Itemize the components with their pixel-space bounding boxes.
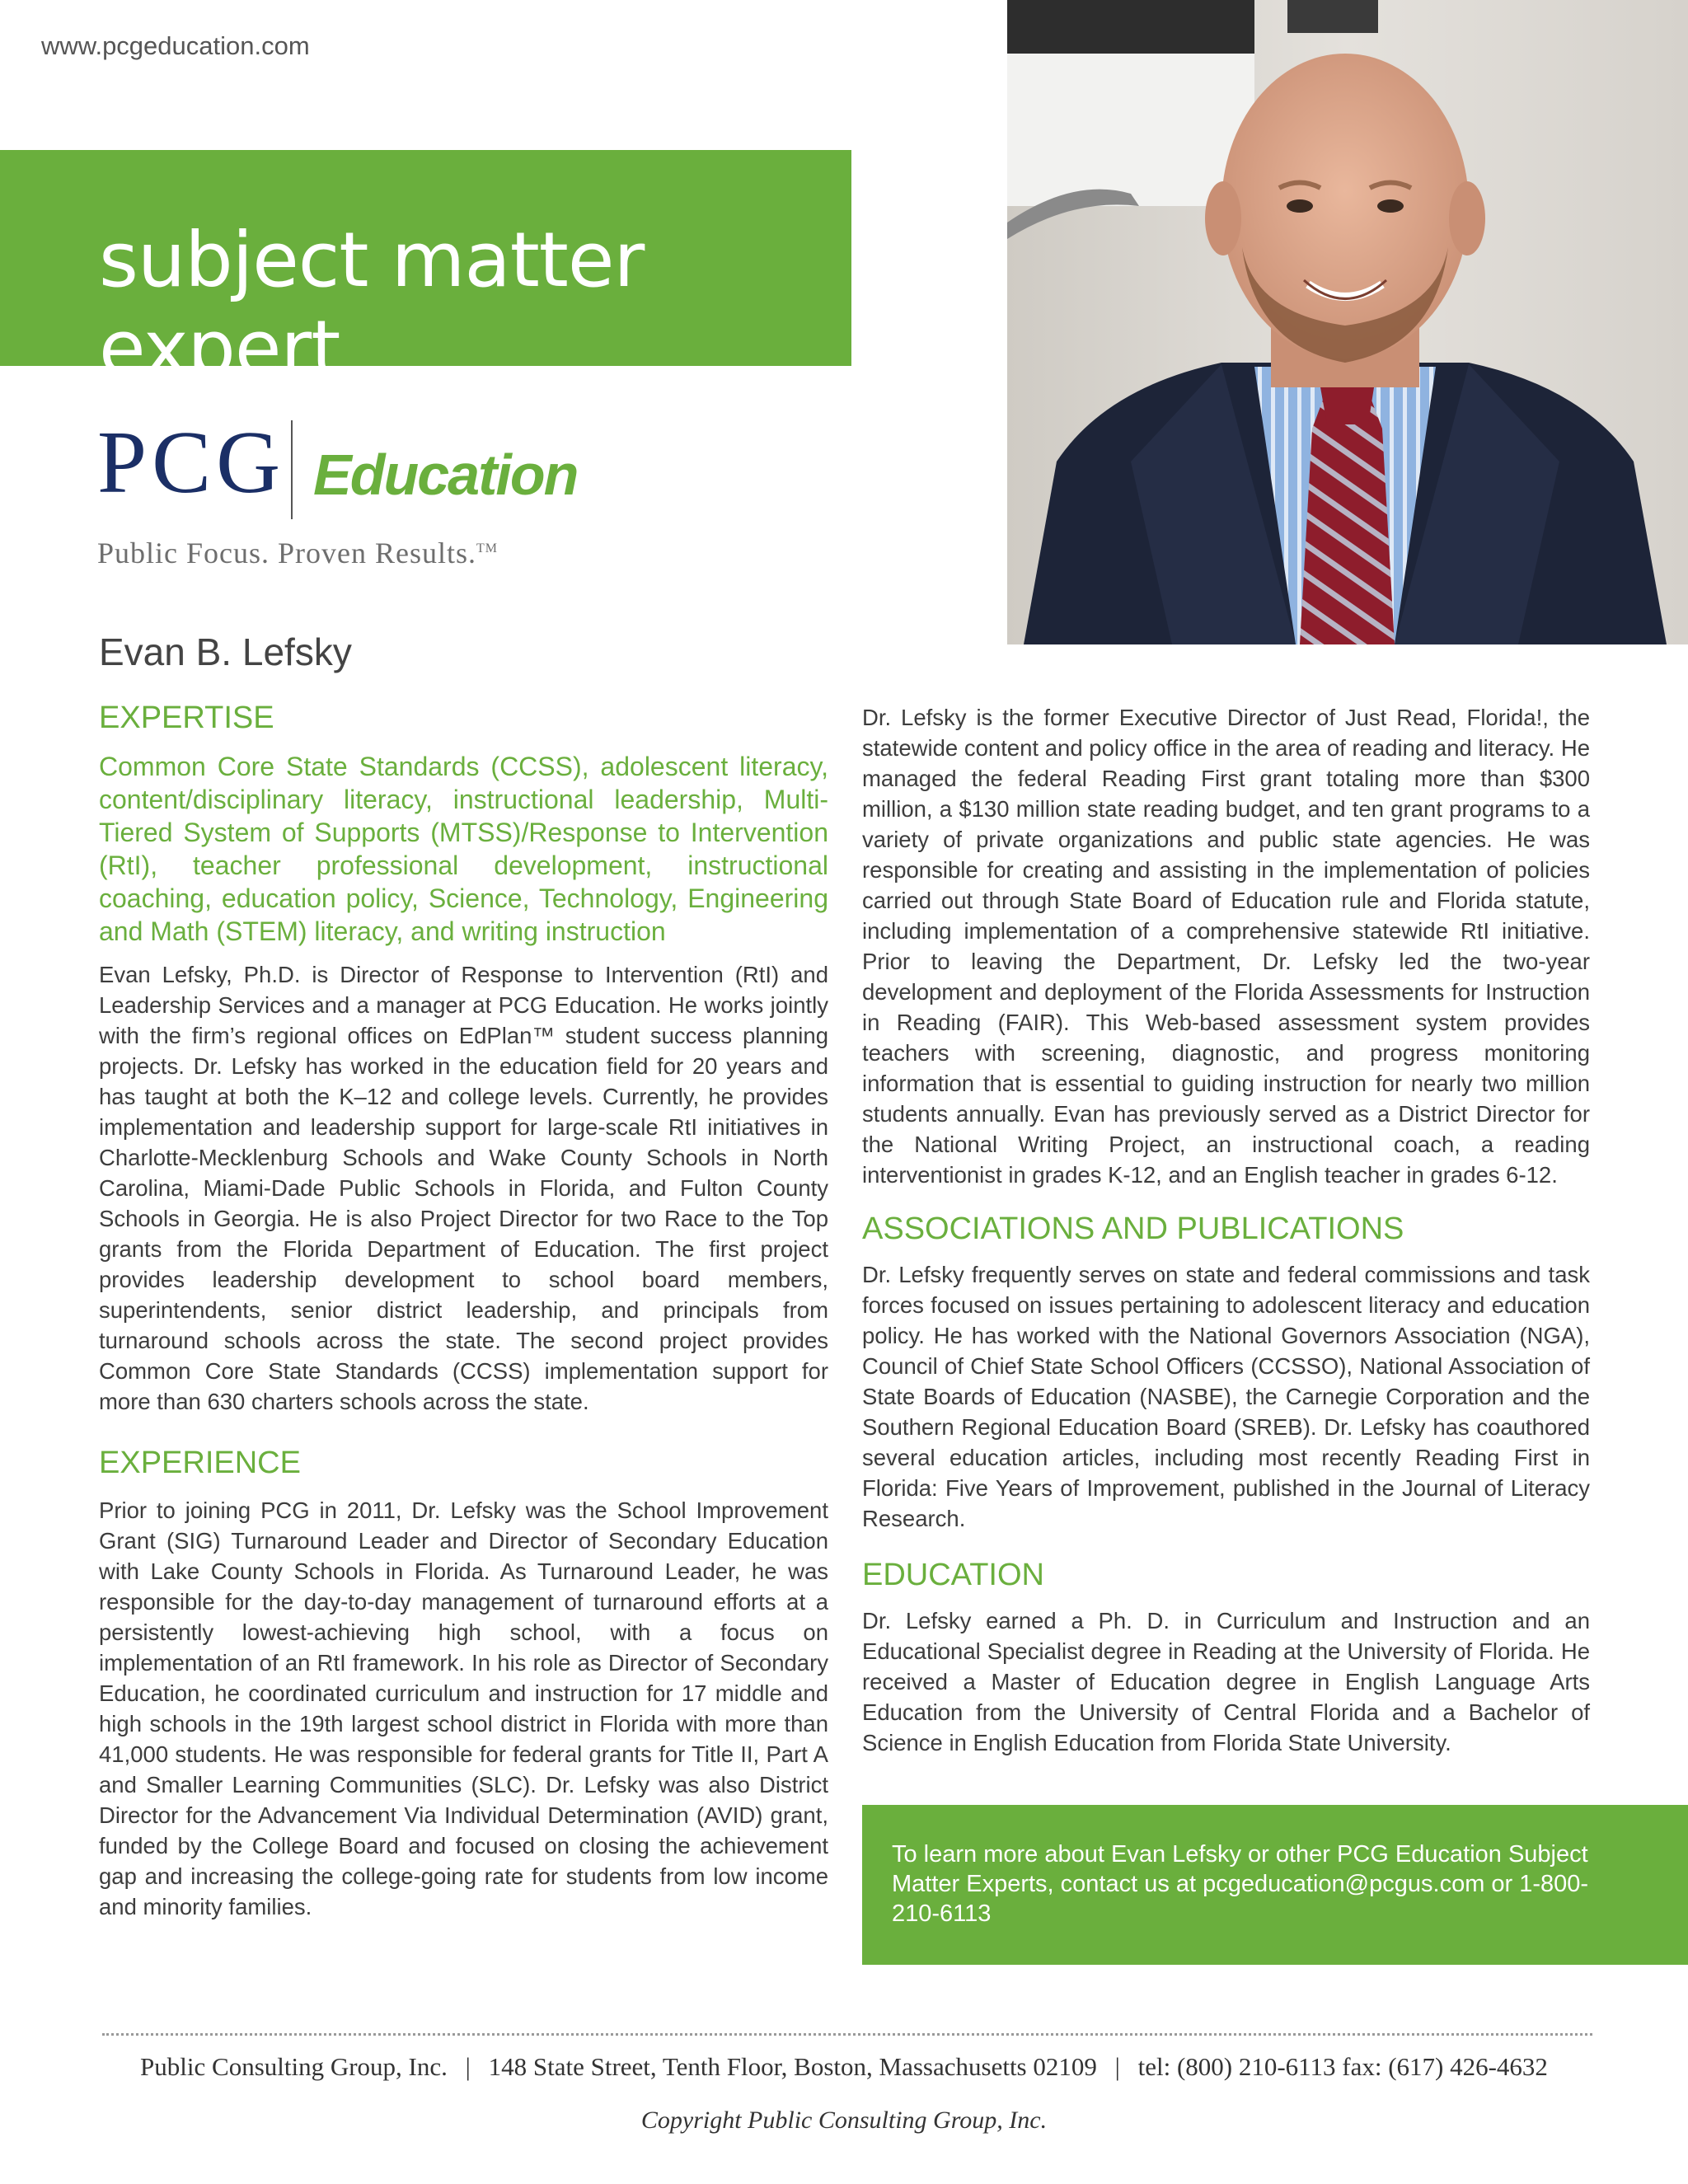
person-name: Evan B. Lefsky [99, 630, 352, 673]
pcg-education-logo [97, 414, 592, 575]
trademark-mark: TM [476, 541, 499, 555]
logo-education-text: Education [313, 443, 578, 507]
associations-text: Dr. Lefsky frequently serves on state and federal commissions and task forces focused on issues pertaining to adolescent literacy and education policy. He has worked with the National Governors Association (NGA), Council of Chief State School Officers (CCSSO), National Association of State Boards of Education (NASBE), the Carnegie Corporation and the Southern Regional Education Board (SREB). Dr. Lefsky has coauthored several education articles, including most recently Reading First in Florida: Five Years of Improvement, published in the Journal of Literacy Research. [862, 1262, 1590, 1531]
education-heading: EDUCATION [862, 1558, 1044, 1592]
footer-company: Public Consulting Group, Inc. [140, 2052, 448, 2081]
intro-text: Dr. Lefsky is the former Executive Director of Just Read, Florida!, the statewide content and policy office in the area of reading and literacy. He managed the federal Reading First grant totaling more than $300 million, a $130 million state reading budget, and ten grant programs to a variety of private organizations and public state agencies. He was responsible for creating and assisting in the implementation of policies carried out through State Board of Education rule and Florida statute, including implementation of a comprehensive statewide RtI initiative. Prior to leaving the Department, Dr. Lefsky led the two-year development and deployment of the Florida Assessments for Instruction in Reading (FAIR). This Web-based assessment system provides teachers with screening, diagnostic, and progress monitoring information that is essential to guiding instruction for nearly two million students annually. Evan has previously served as a District Director for the National Writing Project, an instructional coach, a reading interventionist in grades K-12, and an English teacher in grades 6-12. [862, 705, 1590, 1188]
education-text: Dr. Lefsky earned a Ph. D. in Curriculum and Instruction and an Educational Specialist degree in Reading at the University of Florida. He received a Master of Education degree in English Language Arts Education from the University of Central Florida and a Bachelor of Science in English Education from Florida State University. [862, 1608, 1590, 1755]
footer-separator: | [465, 2052, 471, 2081]
portrait-photo [1007, 0, 1688, 644]
logo-tagline [97, 536, 498, 570]
logo-pcg-text: PCG [97, 414, 286, 512]
contact-box [862, 1805, 1688, 1965]
footer-separator: | [1114, 2052, 1120, 2081]
experience-heading: EXPERIENCE [99, 1446, 301, 1480]
experience-text: Prior to joining PCG in 2011, Dr. Lefsky was the School Improvement Grant (SIG) Turnaround Leader and Director of Secondary Education with Lake County Schools in Florida. As Turnaround Leader, he was responsible for the day-to-day management of turnaround efforts at a persistently lowest-achieving high school, with a focus on implementation of an RtI framework. In his role as Director of Secondary Education, he coordinated curriculum and instruction for 17 middle and high schools in the 19th largest school district in Florida with more than 41,000 students. He was responsible for federal grants for Title II, Part A and Smaller Learning Communities (SLC). Dr. Lefsky was also District Director for the Advancement Via Individual Determination (AVID) grant, funded by the College Board and focused on closing the achievement gap and increasing the college-going rate for students from low income and minority families. [99, 1497, 828, 1919]
associations-heading: ASSOCIATIONS AND PUBLICATIONS [862, 1212, 1404, 1246]
footer-address-line [0, 2052, 1688, 2082]
portrait-illustration [1007, 0, 1688, 644]
expertise-heading: EXPERTISE [99, 701, 274, 735]
copyright: Copyright Public Consulting Group, Inc. [640, 2107, 1048, 2134]
footer-phones: tel: (800) 210-6113 fax: (617) 426-4632 [1137, 2052, 1548, 2081]
website-url: www.pcgeducation.com [41, 31, 310, 60]
logo-tagline-text: Public Focus. Proven Results. [97, 537, 477, 569]
contact-text: To learn more about Evan Lefsky or other PCG Education Subject Matter Experts, contact us at pcgeducation@pcgus.com or 1-800-210-6113 [892, 1841, 1589, 1927]
expertise-summary: Common Core State Standards (CCSS), adolescent literacy, content/disciplinary literacy, instructional leadership, Multi-Tiered System of Supports (MTSS)/Response to Intervention (RtI), teacher professional development, instructional coaching, education policy, Science, Technology, Engineering and Math (STEM) literacy, and writing instruction [99, 752, 828, 946]
expertise-bio: Evan Lefsky, Ph.D. is Director of Response to Intervention (RtI) and Leadership Services and a manager at PCG Education. He works jointly with the firm’s regional offices on EdPlan™ student success planning projects. Dr. Lefsky has worked in the education field for 20 years and has taught at both the K–12 and college levels. Currently, he provides implementation and leadership support for large-scale RtI initiatives in Charlotte-Mecklenburg Schools and Wake County Schools in North Carolina, Miami-Dade Public Schools in Florida, and Fulton County Schools in Georgia. He is also Project Director for two Race to the Top grants from the Florida Department of Education. The first project provides leadership development to school board members, superintendents, senior district leadership, and principals from turnaround schools across the state. The second project provides Common Core State Standards (CCSS) implementation support for more than 630 charters schools across the state. [99, 962, 828, 1414]
footer-divider [102, 2033, 1592, 2036]
logo-divider [291, 420, 293, 519]
title-banner [0, 150, 851, 392]
footer-address: 148 State Street, Tenth Floor, Boston, Massachusetts 02109 [488, 2052, 1097, 2081]
banner-title: subject matter expert [99, 216, 645, 392]
